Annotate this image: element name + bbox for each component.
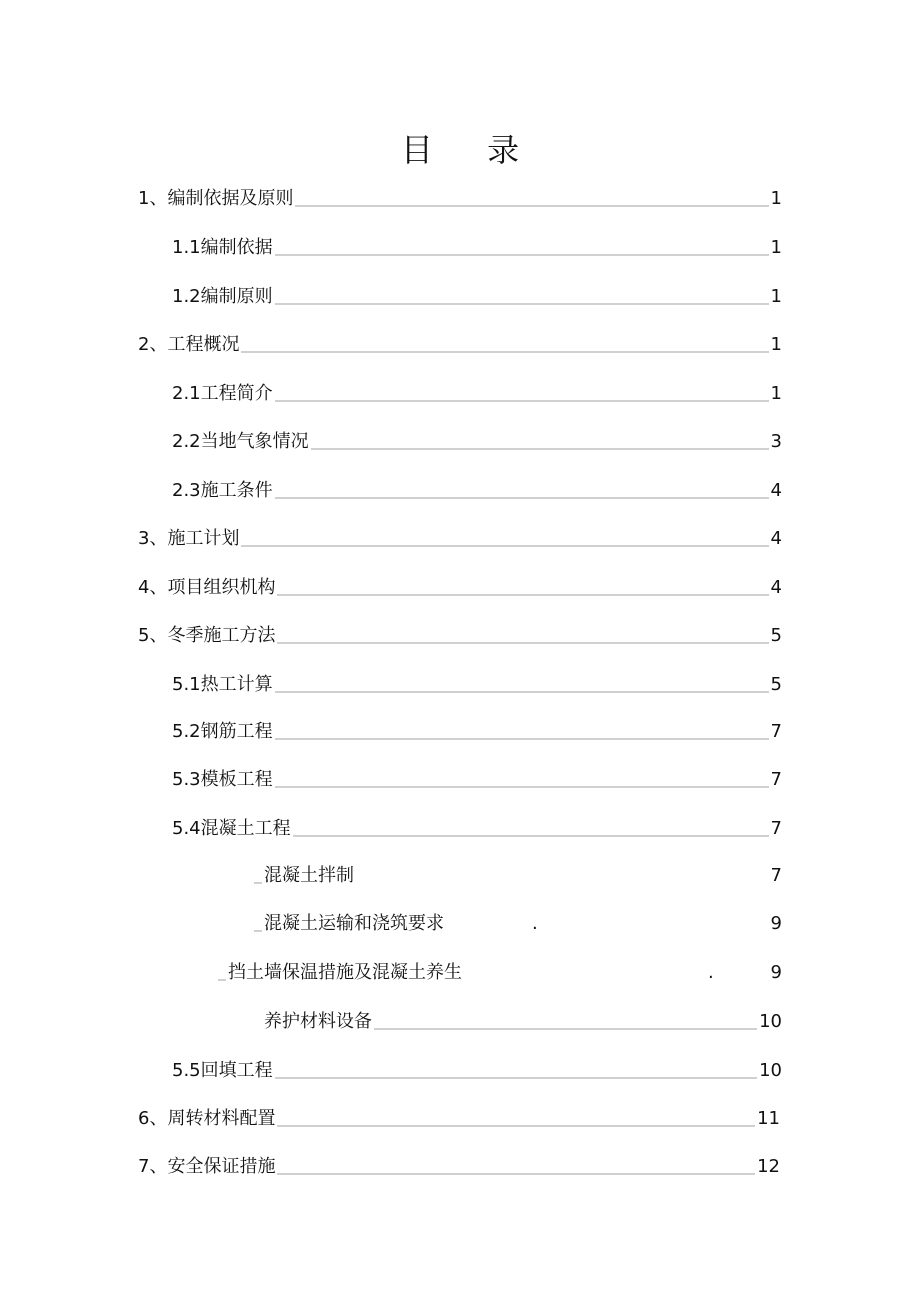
toc-entry-page: 11 [757, 1108, 780, 1129]
toc-entry-number: 5.4 [172, 818, 201, 839]
toc-entry-page: 1 [770, 237, 782, 258]
dot-leader [275, 1073, 757, 1079]
toc-entry-5-1[interactable] [172, 667, 782, 697]
toc-entry-1-2[interactable] [172, 279, 782, 309]
dot-leader [254, 878, 262, 884]
dot-leader [277, 638, 768, 644]
toc-entry-label: 钢筋工程 [200, 721, 273, 742]
toc-entry-label: 热工计算 [200, 674, 273, 695]
toc-entry-6[interactable] [138, 1101, 780, 1131]
toc-entry-number: 5、 [138, 625, 168, 646]
toc-entry-label: 养护材料设备 [264, 1011, 372, 1032]
toc-entry-page: 12 [757, 1156, 780, 1177]
toc-entry-5-4-2[interactable] [254, 906, 782, 936]
toc-entry-2-3[interactable] [172, 473, 782, 503]
toc-entry-page: 4 [770, 480, 782, 501]
toc-entry-number: 2.1 [172, 383, 201, 404]
toc-entry-page: 7 [770, 818, 782, 839]
dot-leader [293, 831, 769, 837]
toc-entry-label: 混凝土运输和浇筑要求 [264, 913, 444, 934]
dot-leader [275, 396, 769, 402]
toc-entry-label: 编制原则 [200, 286, 273, 307]
dot-leader [275, 734, 769, 740]
toc-entry-page: 7 [770, 721, 782, 742]
dot-leader [275, 687, 769, 693]
dot-leader [277, 1121, 755, 1127]
toc-entry-number: 5.3 [172, 769, 201, 790]
toc-entry-label: 当地气象情况 [200, 431, 309, 452]
toc-entry-1-1[interactable] [172, 230, 782, 260]
toc-entry-page: 3 [770, 431, 782, 452]
toc-entry-5-4-1[interactable] [254, 858, 782, 888]
toc-entry-page: 9 [770, 913, 782, 934]
toc-entry-number: 2.3 [172, 480, 201, 501]
page-title: 目 录 [400, 131, 542, 169]
toc-entry-label: 混凝土工程 [200, 818, 291, 839]
toc-entry-label: 混凝土拌制 [264, 865, 354, 886]
dot-leader [275, 782, 769, 788]
toc-entry-number: 1.1 [172, 237, 201, 258]
dot-leader [275, 250, 769, 256]
toc-entry-label: 挡土墙保温措施及混凝土养生 [228, 962, 462, 983]
toc-entry-3[interactable] [138, 521, 782, 551]
dot-leader [277, 590, 768, 596]
toc-entry-number: 5.1 [172, 674, 201, 695]
dot-leader [311, 444, 769, 450]
toc-entry-label: 工程简介 [200, 383, 273, 404]
toc-entry-page: 10 [759, 1060, 782, 1081]
toc-entry-2[interactable] [138, 327, 782, 357]
dot-leader [275, 493, 769, 499]
toc-entry-label: 工程概况 [167, 334, 240, 355]
dot-leader [218, 975, 226, 981]
toc-entry-1[interactable] [138, 181, 782, 211]
toc-entry-page: 5 [770, 674, 782, 695]
toc-entry-page: 1 [770, 286, 782, 307]
dot-leader [374, 1024, 757, 1030]
toc-entry-number: 4、 [138, 577, 168, 598]
toc-entry-label: 编制依据及原则 [167, 188, 294, 209]
dot-leader [275, 299, 769, 305]
toc-entry-page: 9 [770, 962, 782, 983]
toc-entry-number: 1.2 [172, 286, 201, 307]
toc-entry-5-4[interactable] [172, 811, 782, 841]
toc-entry-label: 施工条件 [200, 480, 273, 501]
toc-entry-page: 5 [770, 625, 782, 646]
dot-leader [241, 541, 768, 547]
toc-entry-label: 冬季施工方法 [167, 625, 276, 646]
toc-entry-page: 10 [759, 1011, 782, 1032]
toc-entry-number: 7、 [138, 1156, 168, 1177]
toc-entry-5[interactable] [138, 618, 782, 648]
toc-entry-2-1[interactable] [172, 376, 782, 406]
toc-entry-5-2[interactable] [172, 714, 782, 744]
toc-entry-5-5[interactable] [172, 1053, 782, 1083]
toc-entry-page: 7 [770, 865, 782, 886]
toc-entry-page: 1 [770, 334, 782, 355]
toc-entry-5-4-3[interactable] [218, 955, 782, 985]
toc-entry-number: 5.2 [172, 721, 201, 742]
toc-entry-number: 2、 [138, 334, 168, 355]
toc-entry-4[interactable] [138, 570, 782, 600]
toc-entry-label: 安全保证措施 [167, 1156, 276, 1177]
toc-entry-number: 5.5 [172, 1060, 201, 1081]
toc-entry-label: 模板工程 [200, 769, 273, 790]
toc-entry-page: 4 [770, 528, 782, 549]
toc-entry-label: 施工计划 [167, 528, 240, 549]
toc-entry-label: 周转材料配置 [167, 1108, 276, 1129]
toc-entry-5-4-4[interactable] [264, 1004, 782, 1034]
toc-entry-number: 3、 [138, 528, 168, 549]
toc-entry-label: 回填工程 [200, 1060, 273, 1081]
toc-entry-page: 1 [770, 188, 782, 209]
dot-leader [277, 1169, 755, 1175]
toc-entry-page: 7 [770, 769, 782, 790]
dot-leader [254, 926, 262, 932]
toc-entry-label: 编制依据 [200, 237, 273, 258]
leader-dot: . [532, 913, 538, 934]
toc-entry-5-3[interactable] [172, 762, 782, 792]
toc-entry-page: 1 [770, 383, 782, 404]
toc-entry-number: 1、 [138, 188, 168, 209]
toc-entry-label: 项目组织机构 [167, 577, 276, 598]
toc-entry-page: 4 [770, 577, 782, 598]
dot-leader [295, 201, 768, 207]
toc-entry-7[interactable] [138, 1149, 780, 1179]
toc-entry-number: 6、 [138, 1108, 168, 1129]
dot-leader [241, 347, 768, 353]
leader-dot: . [708, 962, 714, 983]
toc-entry-2-2[interactable] [172, 424, 782, 454]
toc-entry-number: 2.2 [172, 431, 201, 452]
